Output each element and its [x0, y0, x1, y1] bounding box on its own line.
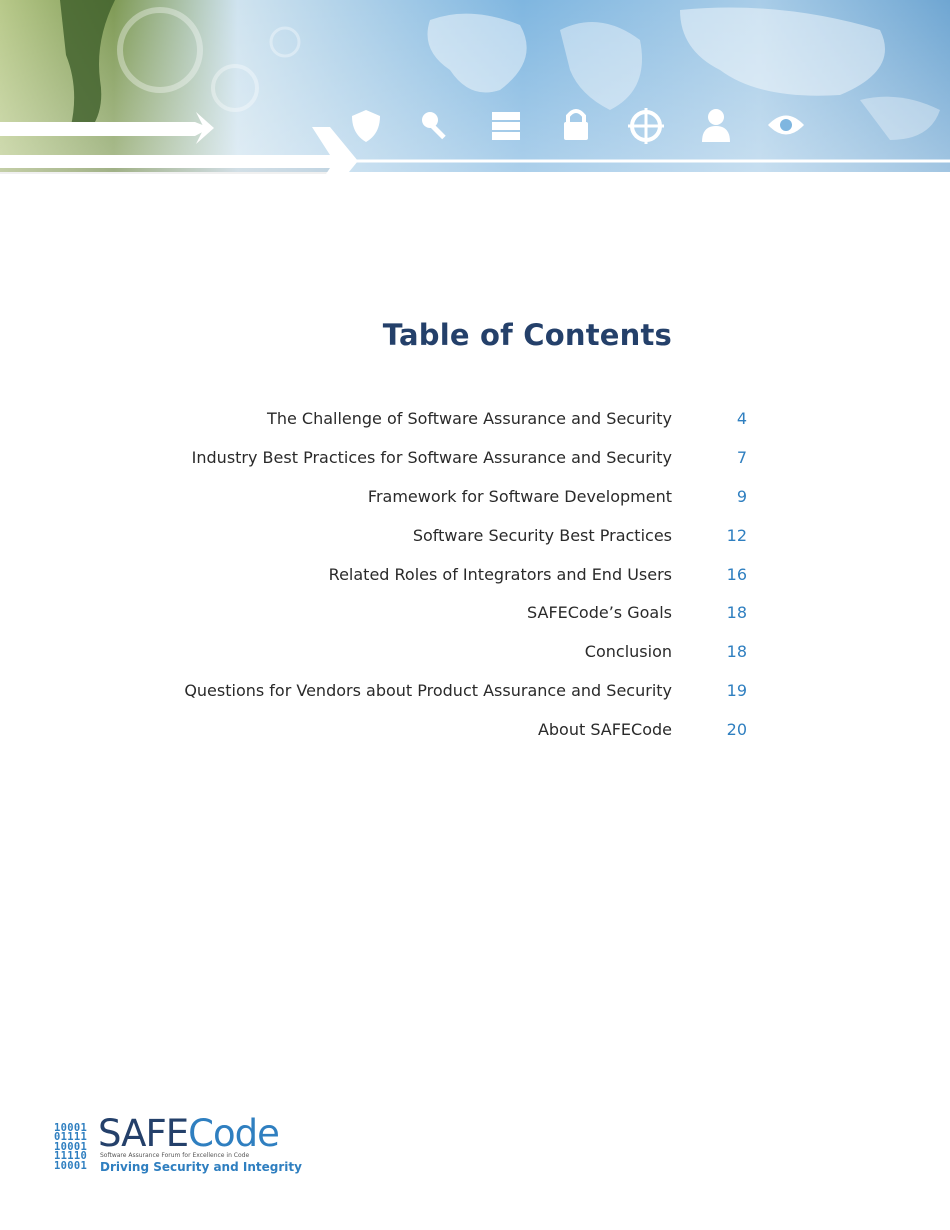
- toc-entry-label: Framework for Software Development: [367, 486, 672, 506]
- header-banner: [0, 0, 950, 240]
- logo-bits-row: 10001: [54, 1122, 88, 1134]
- logo-wordmark: [98, 1114, 279, 1154]
- user-icon: [698, 106, 734, 142]
- toc-entry[interactable]: [0, 677, 950, 716]
- toc-entry-page: 9: [736, 486, 747, 506]
- toc-entry-page: 12: [726, 525, 747, 545]
- toc-entry-label: Conclusion: [584, 642, 672, 662]
- toc-entry-label: The Challenge of Software Assurance and Security: [267, 409, 672, 428]
- toc-entry-label: SAFECode’s Goals: [527, 603, 672, 623]
- toc-entry[interactable]: [0, 444, 950, 483]
- toc-entry-page: 4: [736, 409, 747, 428]
- toc-entry-page: 20: [726, 720, 747, 740]
- toc-entry-page: 18: [726, 603, 747, 623]
- logo-bits-row: 01111: [54, 1131, 88, 1144]
- toc-entry[interactable]: [0, 483, 950, 522]
- key-icon: [418, 108, 454, 144]
- safecode-logo: [54, 1112, 302, 1178]
- toc-entry-label: Questions for Vendors about Product Assurance and Security: [184, 681, 672, 701]
- logo-tagline: Driving Security and Integrity: [100, 1160, 302, 1174]
- shield-icon: [348, 108, 384, 144]
- page-title: Table of Contents: [382, 318, 672, 352]
- server-icon: [488, 108, 524, 144]
- logo-bits-row: 11110: [54, 1150, 88, 1163]
- toc-entry[interactable]: [0, 522, 950, 561]
- logo-word-code: Code: [188, 1112, 279, 1155]
- toc-entry[interactable]: [0, 561, 950, 600]
- toc-entry-page: 7: [736, 447, 747, 467]
- toc-entry-page: 16: [726, 564, 747, 584]
- logo-word-safe: SAFE: [98, 1112, 189, 1155]
- toc-entry[interactable]: [0, 638, 950, 677]
- toc-entry-label: About SAFECode: [537, 720, 672, 740]
- logo-binary-mark: [54, 1124, 98, 1171]
- logo-bits-row: 10001: [54, 1140, 88, 1153]
- lock-icon: [558, 106, 594, 142]
- toc-entry-page: 19: [726, 681, 747, 701]
- eye-icon: [766, 110, 806, 140]
- toc-entry-label: Software Security Best Practices: [412, 525, 672, 545]
- toc-entry[interactable]: [0, 599, 950, 638]
- target-icon: [628, 108, 664, 144]
- toc-entry-label: Related Roles of Integrators and End Users: [328, 564, 672, 584]
- logo-subtitle: Software Assurance Forum for Excellence in Code: [100, 1152, 250, 1159]
- logo-bits-row: 10001: [54, 1159, 88, 1172]
- toc-list: [0, 405, 950, 755]
- toc-entry[interactable]: [0, 716, 950, 755]
- toc-entry-label: Industry Best Practices for Software Assurance and Security: [191, 447, 672, 467]
- toc-entry[interactable]: [0, 405, 950, 444]
- toc-entry-page: 18: [726, 642, 747, 662]
